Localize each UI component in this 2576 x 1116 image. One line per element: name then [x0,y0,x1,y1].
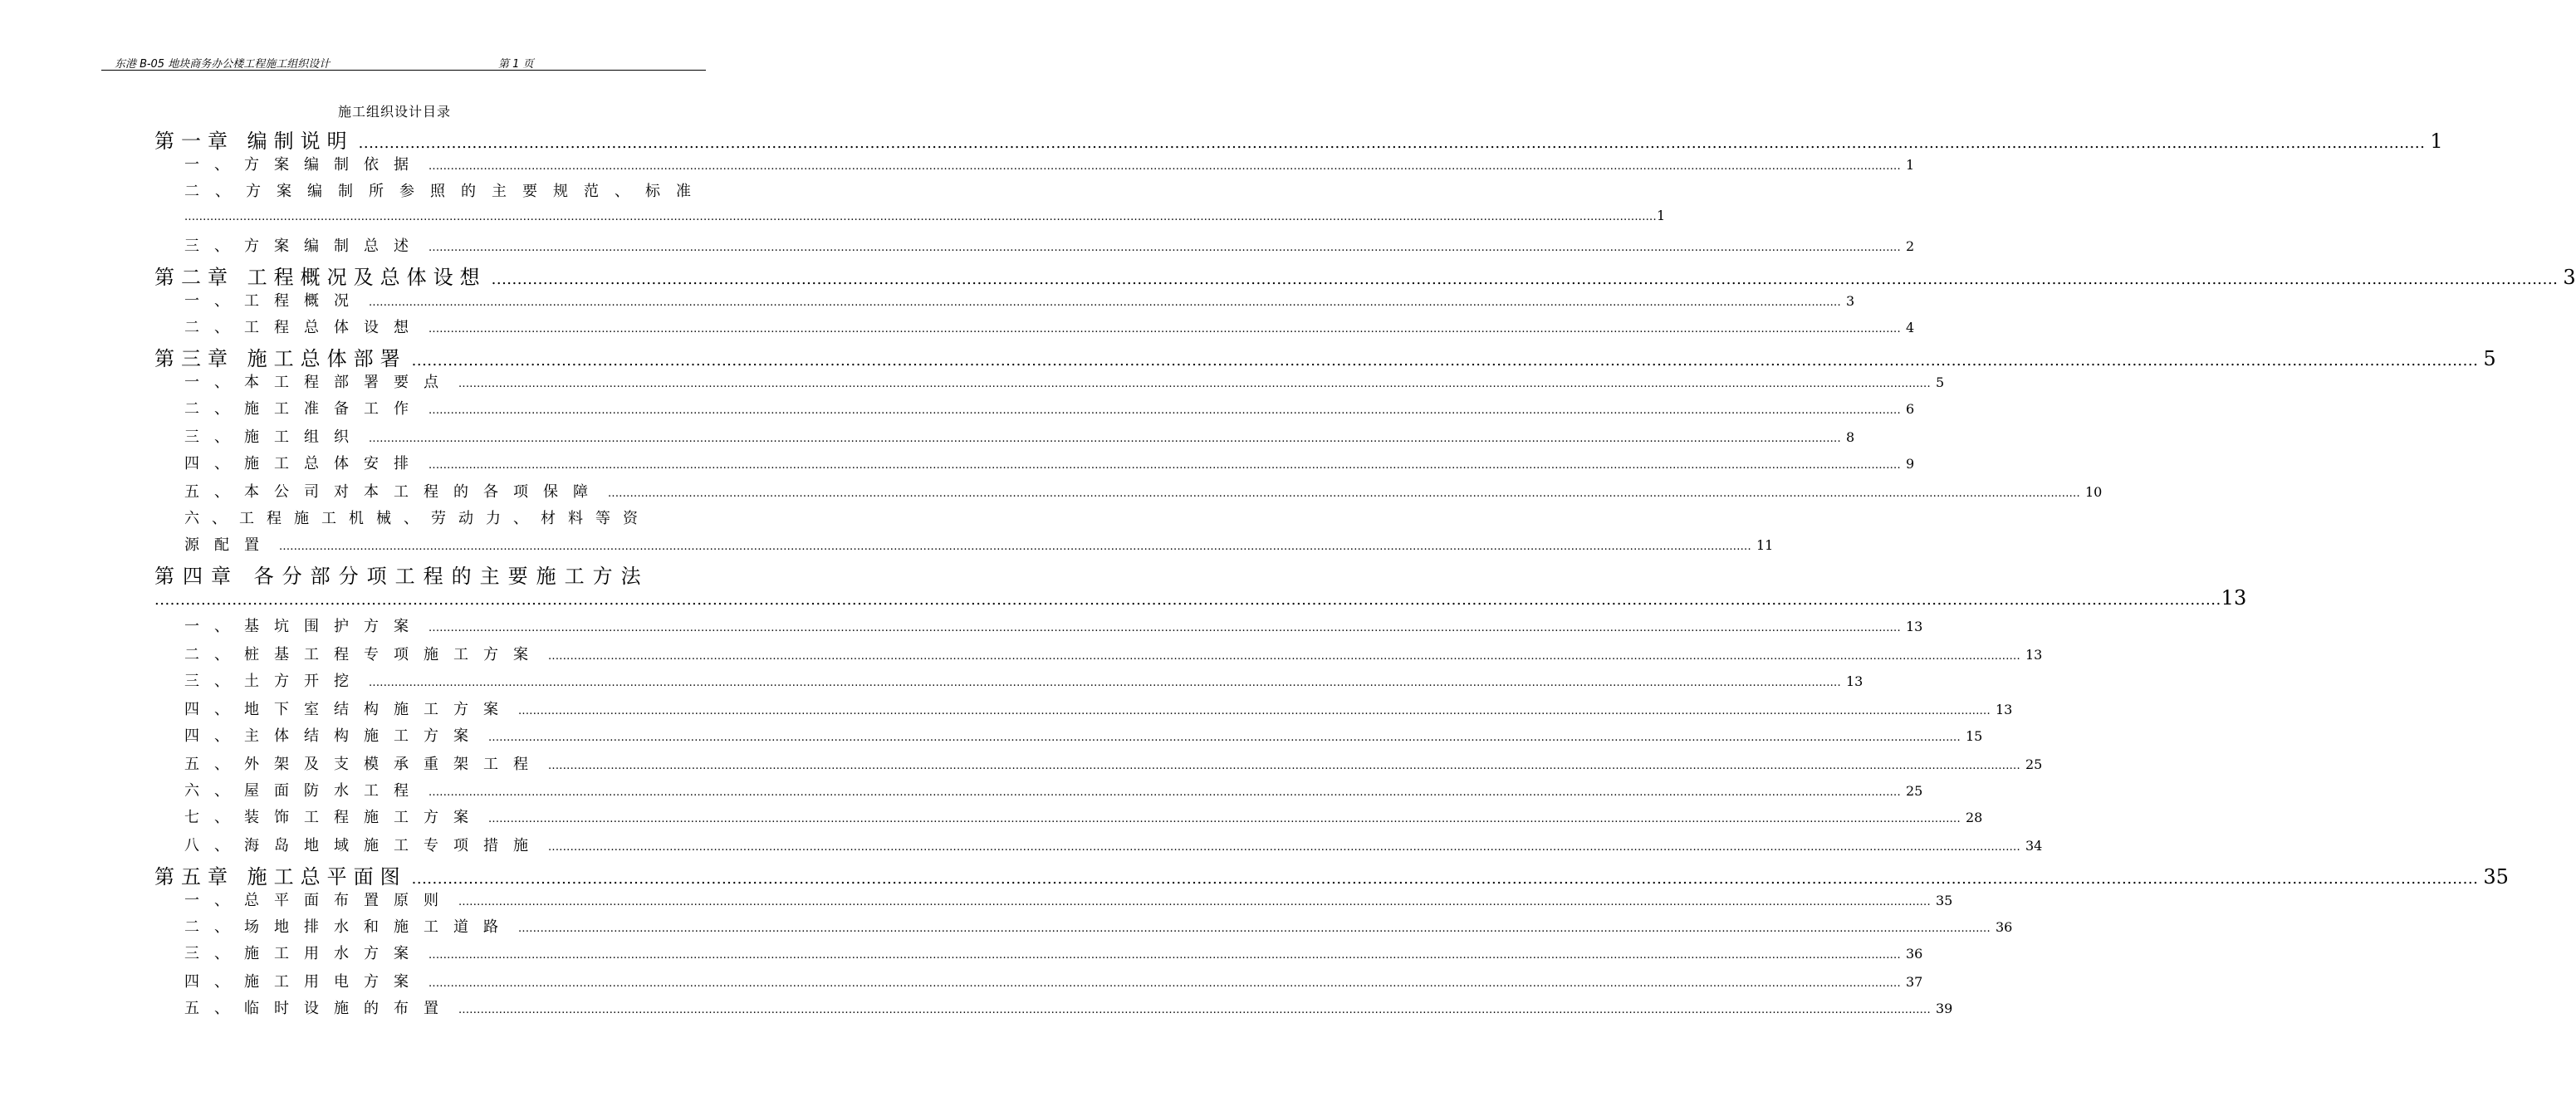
toc-leader-dots: ................................................................................................................................................................................................................................................................................................................................................................................................................ [429,459,1901,472]
toc-entry-label: 二、方案编制所参照的主要规范、标准 [184,183,707,200]
toc-entry-label: 四、施工用电方案 [184,973,424,991]
toc-leader-dots: ................................................................................................................................................................................................................................................................................................................................................................................................................ [429,786,1901,799]
toc-section[interactable] [184,779,1923,800]
toc-entry-label: 三、土方开挖 [184,673,364,690]
toc-entry-label: 六、工程施工机械、劳动力、材料等资 [184,510,650,527]
toc-entry-page: 35 [2483,865,2509,888]
toc-entry-label: 一、本工程部署要点 [184,374,453,391]
toc-entry-page: 3 [2563,266,2576,289]
toc-entry-label: 五、外架及支模承重架工程 [184,756,543,773]
toc-entry-label: 五、本公司对本工程的各项保障 [184,483,603,501]
toc-section[interactable] [184,425,1855,447]
toc-leader-dots: ................................................................................................................................................................................................................................................................................................................................................................................................................ [458,1004,1931,1016]
toc-leader-dots: ................................................................................................................................................................................................................................................................................................................................................................................................................ [429,242,1901,254]
toc-section[interactable] [184,970,1923,991]
toc-entry-label: 四、地下室结构施工方案 [184,701,513,718]
toc-entry-label: 四、施工总体安排 [184,455,424,472]
toc-entry-label: 第一章 编制说明 [154,130,354,153]
toc-leader-dots: ................................................................................................................................................................................................................................................................................................................................................................................................................ [548,841,2020,854]
toc-entry-page: 39 [1935,1001,1953,1016]
toc-section[interactable] [184,805,1983,827]
toc-entry-page: 1 [1905,157,1915,173]
toc-entry-page: 36 [1995,919,2013,935]
toc-entry-page: 9 [1905,456,1915,472]
toc-entry-page: 37 [1905,974,1923,990]
toc-leader-dots: ................................................................................................................................................................................................................................................................................................................................................................................................................ [369,296,1841,309]
toc-entry-label: 源配置 [184,536,274,554]
toc-leader-dots: ................................................................................................................................................................................................................................................................................................................................................................................................................ [548,650,2020,663]
toc-entry-page: 13 [1845,673,1863,689]
toc-entry-label: 三、方案编制总述 [184,237,424,255]
toc-entry-label: 四、主体结构施工方案 [184,727,483,745]
toc-leader-dots: ................................................................................................................................................................................................................................................................................................................................................................................................................ [411,352,2479,370]
toc-entry-page: 25 [2025,756,2043,772]
toc-leader-dots: ................................................................................................................................................................................................................................................................................................................................................................................................................ [369,433,1841,445]
toc-leader-dots: ................................................................................................................................................................................................................................................................................................................................................................................................................ [429,323,1901,335]
toc-leader-dots: ................................................................................................................................................................................................................................................................................................................................................................................................................ [429,160,1901,173]
toc-entry-page: 3 [1845,293,1855,309]
header-document-title: 东港 B-05 地块商务办公楼工程施工组织设计 [115,58,331,71]
toc-entry-label: 二、工程总体设想 [184,319,424,336]
toc-section[interactable] [184,942,1923,963]
toc-entry-label: 一、基坑围护方案 [184,618,424,635]
toc-leader-dots: ................................................................................................................................................................................................................................................................................................................................................................................................................ [518,923,1991,935]
toc-entry-page: 15 [1965,728,1983,744]
toc-chapter[interactable] [154,860,2509,889]
toc-entry-page: 6 [1905,401,1915,417]
toc-entry-page: 34 [2025,838,2043,854]
toc-section[interactable] [184,752,2043,774]
toc-leader-dots: ................................................................................................................................................................................................................................................................................................................................................................................................................ [184,211,1657,223]
toc-section[interactable] [184,669,1863,691]
toc-entry-label: 七、装饰工程施工方案 [184,809,483,826]
toc-section[interactable] [184,452,1915,473]
toc-entry-page: 1 [1656,208,1666,223]
toc-leader-dots: ................................................................................................................................................................................................................................................................................................................................................................................................................ [429,949,1901,962]
toc-chapter[interactable] [154,125,2443,154]
toc-leader-dots: ................................................................................................................................................................................................................................................................................................................................................................................................................ [458,896,1931,908]
toc-entry-label: 第五章 施工总平面图 [154,865,407,888]
toc-section[interactable] [184,996,1953,1018]
toc-entry-page: 13 [2025,647,2043,663]
toc-entry-page: 8 [1845,429,1855,445]
toc-section[interactable] [184,480,2103,502]
toc-entry-page: 2 [1905,238,1915,254]
toc-entry-label: 第三章 施工总体部署 [154,347,407,370]
toc-leader-dots: ................................................................................................................................................................................................................................................................................................................................................................................................................ [154,591,2221,609]
toc-entry-label: 第二章 工程概况及总体设想 [154,266,487,289]
toc-entry-page: 1 [2430,130,2443,153]
toc-entry-page: 4 [1905,320,1915,335]
toc-entry-label: 三、施工组织 [184,428,364,446]
toc-section[interactable] [184,316,1915,337]
toc-entry-page: 35 [1935,893,1953,908]
toc-leader-dots: ................................................................................................................................................................................................................................................................................................................................................................................................................ [369,677,1841,689]
toc-leader-dots: ................................................................................................................................................................................................................................................................................................................................................................................................................ [429,977,1901,990]
toc-entry-label: 二、场地排水和施工道路 [184,918,513,936]
toc-entry-label: 一、总平面布置原则 [184,892,453,909]
toc-leader-dots: ................................................................................................................................................................................................................................................................................................................................................................................................................ [518,705,1991,717]
toc-section[interactable] [184,234,1915,256]
toc-section[interactable] [184,643,2043,664]
toc-leader-dots: ................................................................................................................................................................................................................................................................................................................................................................................................................ [429,404,1901,417]
toc-entry-label: 二、施工准备工作 [184,400,424,418]
toc-leader-dots: ................................................................................................................................................................................................................................................................................................................................................................................................................ [491,271,2559,288]
toc-section[interactable] [184,179,707,201]
toc-entry-page: 36 [1905,946,1923,962]
toc-entry-page: 10 [2084,484,2103,500]
toc-entry-page: 13 [1995,702,2013,717]
toc-chapter[interactable] [154,261,2576,290]
toc-entry-page: 13 [1905,619,1923,634]
toc-section[interactable] [184,888,1953,910]
toc-leader-dots: ................................................................................................................................................................................................................................................................................................................................................................................................................ [608,487,2080,500]
toc-section[interactable] [184,834,2043,855]
toc-section[interactable] [184,724,1983,746]
toc-section-continuation[interactable] [184,208,1666,223]
toc-section[interactable] [184,614,1923,636]
toc-leader-dots: ................................................................................................................................................................................................................................................................................................................................................................................................................ [488,813,1961,825]
toc-section[interactable] [184,915,2013,937]
toc-entry-label: 第四章 各分部分项工程的主要施工方法 [154,565,649,588]
toc-leader-dots: ................................................................................................................................................................................................................................................................................................................................................................................................................ [429,622,1901,634]
toc-section[interactable] [184,153,1915,174]
toc-section[interactable] [184,370,1945,392]
toc-section-continuation[interactable] [184,533,1774,555]
toc-entry-label: 八、海岛地域施工专项措施 [184,837,543,854]
toc-chapter[interactable] [154,560,649,589]
toc-entry-label: 六、屋面防水工程 [184,782,424,800]
toc-leader-dots: ................................................................................................................................................................................................................................................................................................................................................................................................................ [279,541,1751,553]
toc-entry-page: 13 [2221,586,2247,609]
toc-entry-page: 25 [1905,783,1923,799]
toc-entry-label: 一、方案编制依据 [184,156,424,174]
toc-leader-dots: ................................................................................................................................................................................................................................................................................................................................................................................................................ [411,870,2479,888]
toc-title: 施工组织设计目录 [337,104,451,120]
toc-entry-label: 五、临时设施的布置 [184,1000,453,1017]
toc-leader-dots: ................................................................................................................................................................................................................................................................................................................................................................................................................ [488,732,1961,744]
toc-section[interactable] [184,698,2013,719]
toc-entry-page: 5 [1935,374,1945,390]
toc-section[interactable] [184,397,1915,418]
toc-entry-page: 11 [1756,537,1774,553]
header-page-number: 第 1 页 [498,58,534,71]
toc-entry-label: 一、工程概况 [184,292,364,310]
toc-leader-dots: ................................................................................................................................................................................................................................................................................................................................................................................................................ [548,760,2020,772]
toc-entry-label: 三、施工用水方案 [184,945,424,962]
toc-chapter-continuation[interactable] [154,586,2247,609]
toc-leader-dots: ................................................................................................................................................................................................................................................................................................................................................................................................................ [358,135,2426,152]
toc-section[interactable] [184,507,650,528]
toc-section[interactable] [184,289,1855,311]
toc-entry-page: 5 [2483,347,2496,370]
toc-entry-page: 28 [1965,810,1983,825]
toc-leader-dots: ................................................................................................................................................................................................................................................................................................................................................................................................................ [458,378,1931,390]
toc-chapter[interactable] [154,342,2496,371]
toc-entry-label: 二、桩基工程专项施工方案 [184,646,543,663]
